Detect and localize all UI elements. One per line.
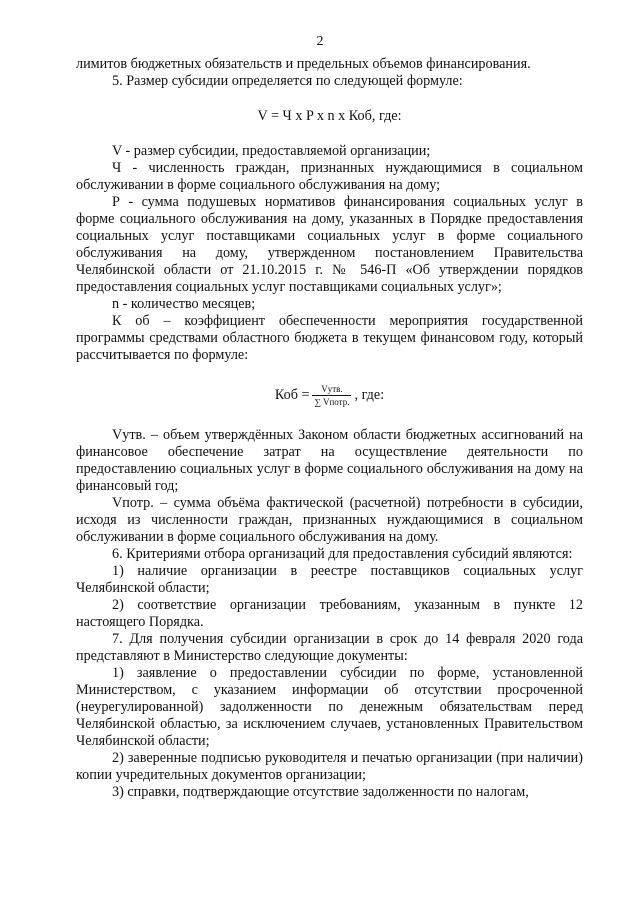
criterion-1: 1) наличие организации в реестре поставщиков социальных услуг Челябинской области; [76,563,583,596]
definition-n: n - количество месяцев; [112,296,256,312]
definition-p: Р - сумма подушевых нормативов финансирования социальных услуг в форме социального обслуживания на дому, указанных в Порядке предоставления социальных услуг поставщиками социальных услуг в форме социального обслуживания на дому, утвержденном постановлением Правительства Челябинской области от 21.10.2015 г. № 546-П «Об утверждении порядков предоставления социальных услуг поставщиками социальных услуг»; [76,194,583,295]
coefficient-formula-lhs: Коб = [274,387,310,403]
paragraph-clause-6: 6. Критериями отбора организаций для предоставления субсидий являются: [112,546,573,562]
document-body [76,56,583,801]
paragraph-continuation: лимитов бюджетных обязательств и предельных объемов финансирования. [76,56,531,72]
fraction-numerator: Vутв. [321,384,343,394]
coefficient-fraction [312,384,351,407]
page-number: 2 [316,34,324,49]
criterion-2: 2) соответствие организации требованиям, указанным в пункте 12 настоящего Порядка. [76,597,583,630]
document-item-1: 1) заявление о предоставлении субсидии по форме, установленной Министерством, с указанием информации об отсутствии просроченной (неурегулированной) задолженности по денежным обязательствам перед Челябинской областью, за исключением случаев, установленных Правительством Челябинской области; [76,665,583,749]
document-item-2: 2) заверенные подписью руководителя и печатью организации (при наличии) копии учредительных документов организации; [76,750,583,783]
paragraph-clause-5: 5. Размер субсидии определяется по следующей формуле: [112,73,463,89]
paragraph-clause-7: 7. Для получения субсидии организации в срок до 14 февраля 2020 года представляют в Министерство следующие документы: [76,631,583,664]
definition-vpotr: Vпотр. – сумма объёма фактической (расчетной) потребности в субсидии, исходя из численности граждан, признанных нуждающимися в социальном обслуживании в форме социального обслуживания на дому. [76,495,583,545]
coefficient-formula-suffix: , где: [354,387,385,403]
coefficient-formula [76,384,583,407]
document-item-3: 3) справки, подтверждающие отсутствие задолженности по налогам, [112,784,529,800]
definition-v: V - размер субсидии, предоставляемой организации; [112,143,431,159]
fraction-denominator: ∑ Vпотр. [314,397,350,407]
subsidy-formula: V = Ч x P x n x Коб, где: [257,108,402,124]
definition-vutv: Vутв. – объем утверждённых Законом области бюджетных ассигнований на финансовое обеспечение затрат на осуществление деятельности по предоставлению социальных услуг в форме социального обслуживания на дому на финансовый год; [76,427,583,494]
definition-kob: К об – коэффициент обеспеченности мероприятия государственной программы средствами областного бюджета в текущем финансовом году, который рассчитывается по формуле: [76,313,583,363]
definition-ch: Ч - численность граждан, признанных нуждающимися в социальном обслуживании в форме социального обслуживания на дому; [76,160,583,193]
